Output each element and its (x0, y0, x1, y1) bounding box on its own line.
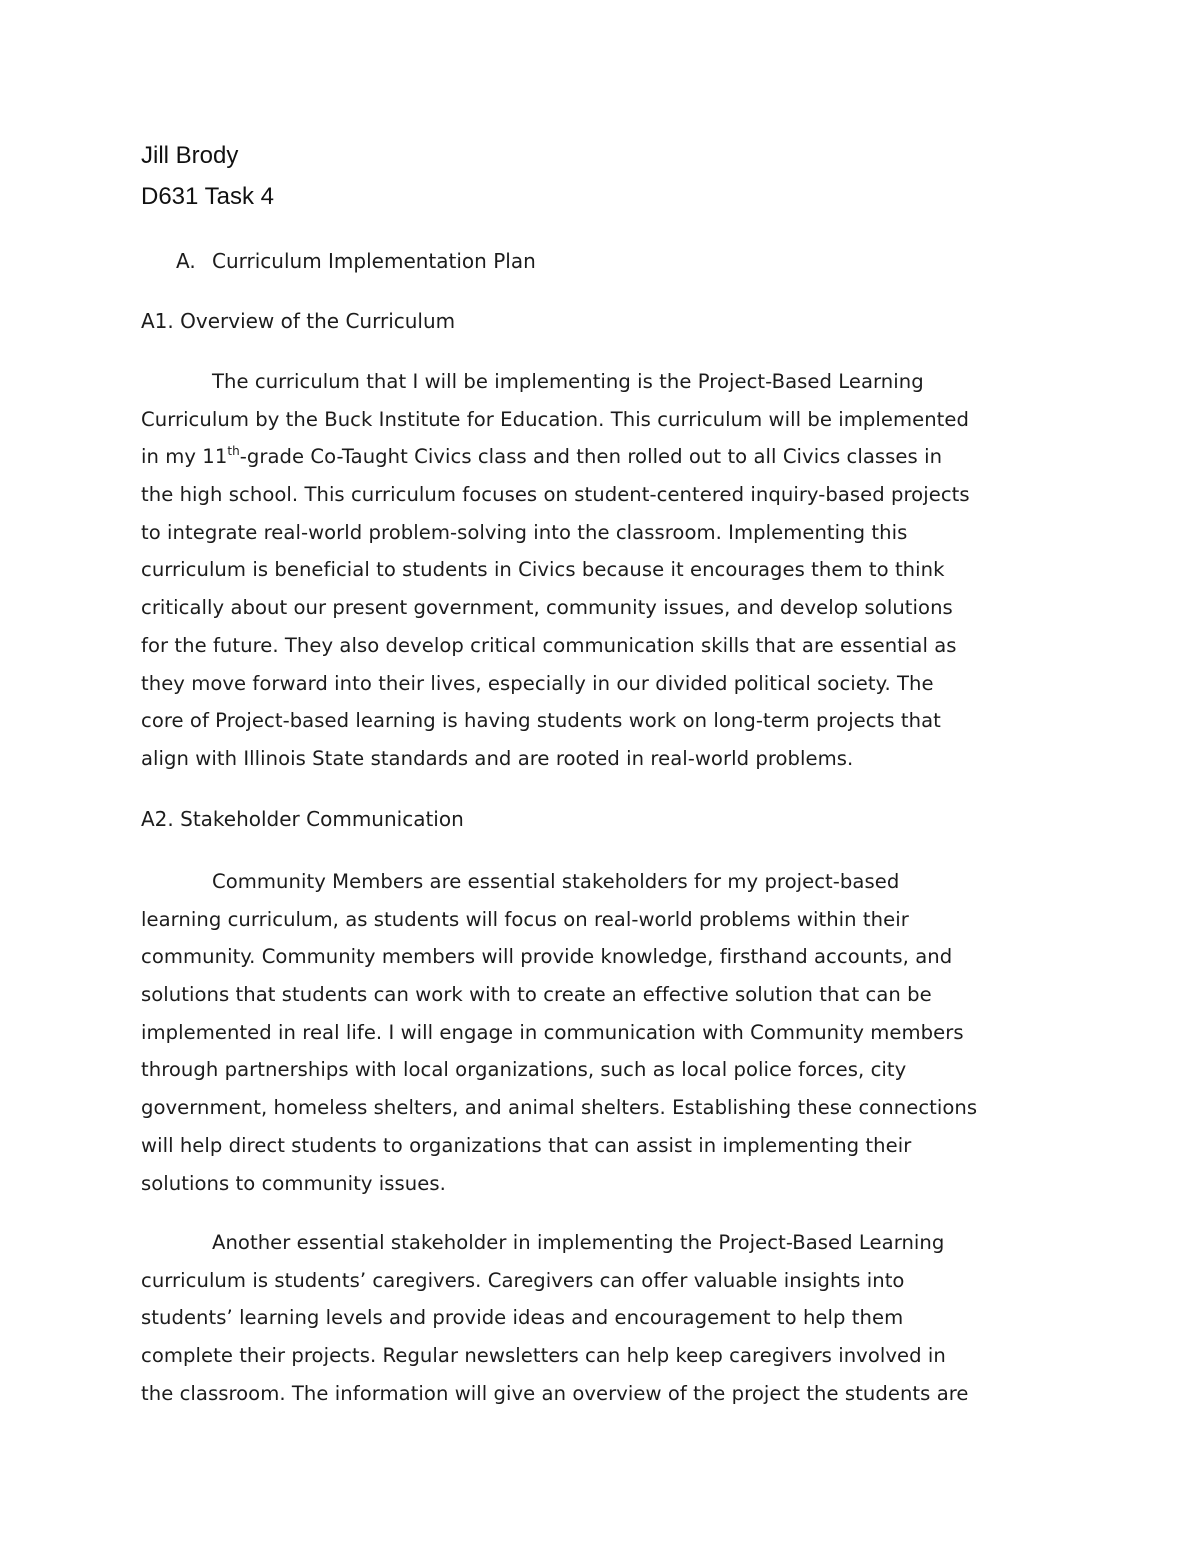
section-a-marker: A. (176, 249, 196, 273)
task-title: D631 Task 4 (141, 183, 274, 210)
line-text: -grade Co-Taught Civics class and then rolled out to all Civics classes in (239, 445, 943, 469)
paragraph-line: solutions to community issues. (141, 1171, 446, 1195)
a1-paragraph (141, 369, 1071, 784)
a2-paragraph-2 (141, 1230, 1071, 1418)
paragraph-line: government, homeless shelters, and animal shelters. Establishing these connections (141, 1096, 978, 1120)
paragraph-line: align with Illinois State standards and are rooted in real-world problems. (141, 746, 854, 770)
paragraph-line: Community Members are essential stakeholders for my project-based (212, 870, 900, 893)
paragraph-line: students’ learning levels and provide ideas and encouragement to help them (141, 1306, 904, 1330)
a2-paragraph-1 (141, 869, 1071, 1208)
paragraph-line: critically about our present government, community issues, and develop solutions (141, 596, 953, 620)
paragraph-line: through partnerships with local organizations, such as local police forces, city (141, 1058, 907, 1082)
paragraph-line: learning curriculum, as students will focus on real-world problems within their (141, 907, 909, 931)
paragraph-line (141, 444, 1071, 482)
paragraph-line: curriculum is beneficial to students in Civics because it encourages them to think (141, 558, 945, 582)
paragraph-line: to integrate real-world problem-solving into the classroom. Implementing this (141, 520, 908, 544)
line-text: in my 11 (141, 445, 228, 469)
paragraph-line: The curriculum that I will be implementing is the Project-Based Learning (212, 370, 924, 393)
paragraph-line: community. Community members will provide knowledge, firsthand accounts, and (141, 945, 953, 969)
paragraph-line: will help direct students to organizations that can assist in implementing their (141, 1133, 912, 1157)
a2-heading: A2. Stakeholder Communication (141, 807, 464, 831)
paragraph-line: for the future. They also develop critical communication skills that are essential as (141, 633, 957, 657)
paragraph-line: core of Project-based learning is having students work on long-term projects that (141, 709, 941, 733)
paragraph-line: implemented in real life. I will engage in communication with Community members (141, 1020, 964, 1044)
section-a-title: Curriculum Implementation Plan (212, 249, 536, 273)
paragraph-line: Curriculum by the Buck Institute for Education. This curriculum will be implemented (141, 407, 969, 431)
paragraph-line: they move forward into their lives, especially in our divided political society. The (141, 671, 934, 695)
paragraph-line: curriculum is students’ caregivers. Caregivers can offer valuable insights into (141, 1268, 905, 1292)
superscript-th: th (227, 443, 240, 458)
section-a-heading (176, 248, 536, 274)
a1-heading: A1. Overview of the Curriculum (141, 309, 456, 333)
paragraph-line: the classroom. The information will give an overview of the project the students are (141, 1381, 969, 1405)
paragraph-line: Another essential stakeholder in implementing the Project-Based Learning (212, 1231, 945, 1254)
author-name: Jill Brody (141, 142, 239, 169)
paragraph-line: the high school. This curriculum focuses on student-centered inquiry-based projects (141, 483, 970, 507)
paragraph-line: solutions that students can work with to create an effective solution that can be (141, 983, 932, 1007)
paragraph-line: complete their projects. Regular newsletters can help keep caregivers involved in (141, 1344, 946, 1368)
